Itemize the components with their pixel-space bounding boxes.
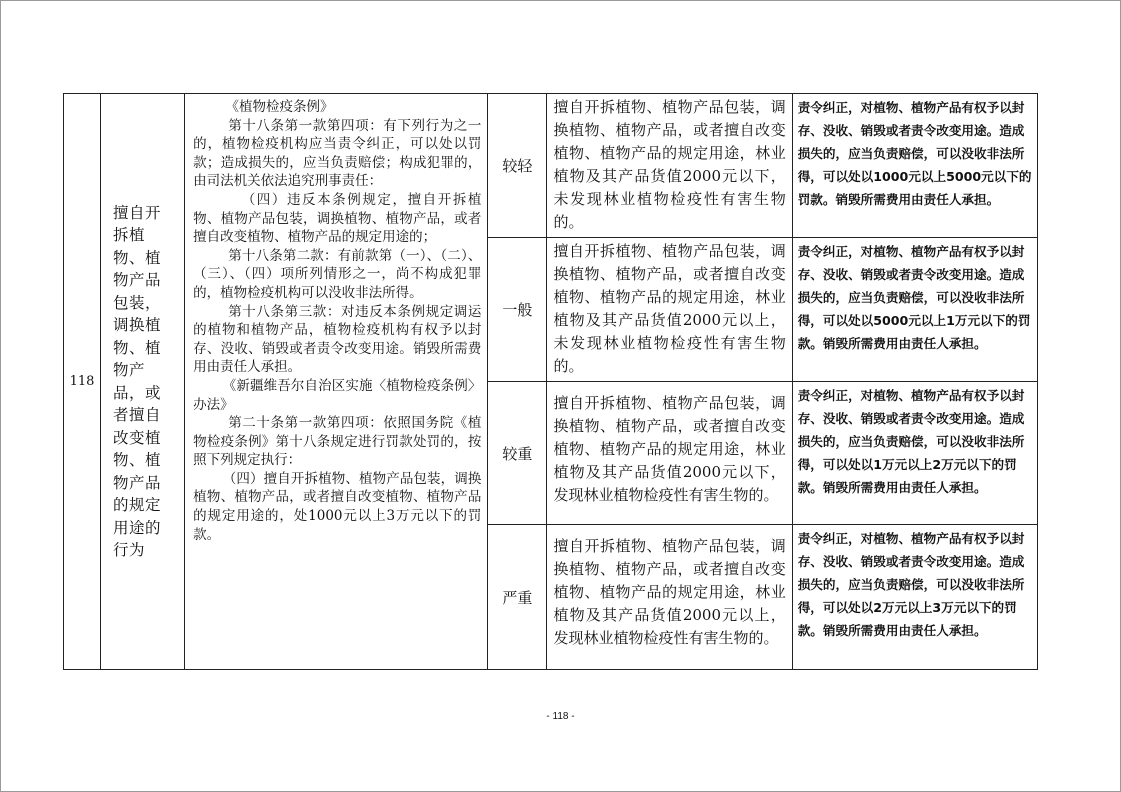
level-label: 较重 — [502, 444, 533, 463]
legal-basis — [185, 94, 487, 544]
penalty-standard-text: 责令纠正，对植物、植物产品有权予以封存、没收、销毁或者责令改变用途。造成损失的，应当负责赔偿，可以没收非法所得，可以处以1000元以上5000元以下的罚款。销毁所需费用由责任人承担。 — [797, 100, 1032, 207]
circumstance-text: 擅自开拆植物、植物产品包装，调换植物、植物产品，或者擅自改变植物、植物产品的规定用途，林业植物及其产品货值2000元以上，未发现林业植物检疫性有害生物的。 — [553, 242, 786, 375]
penalty-standard-table — [63, 93, 1038, 670]
basis-article-paragraph: 第十八条第二款：有前款第（一）、（二）、（三）、（四）项所列情形之一，尚不构成犯罪的，植物检疫机构可以没收非法所得。 — [193, 247, 482, 301]
penalty-standard-cell — [792, 382, 1037, 525]
basis-article-item: （四）擅自开拆植物、植物产品包装，调换植物、植物产品，或者擅自改变植物、植物产品的规定用途的，处1000元以上3万元以下的罚款。 — [193, 470, 482, 543]
legal-basis-cell — [185, 94, 488, 670]
page-number: - 118 - — [546, 711, 575, 722]
circumstance-cell — [547, 525, 792, 670]
penalty-standard-cell — [792, 94, 1037, 238]
penalty-standard-cell — [792, 525, 1037, 670]
violation-behavior: 擅自开拆植物、植物产品包装，调换植物、植物产品，或者擅自改变植物、植物产品的规定用途的行为 — [113, 203, 162, 559]
table-row — [64, 94, 1038, 238]
penalty-standard-text: 责令纠正，对植物、植物产品有权予以封存、没收、销毁或者责令改变用途。造成损失的，应当负责赔偿，可以没收非法所得，可以处以1万元以上2万元以下的罚款。销毁所需费用由责任人承担。 — [797, 388, 1025, 495]
violation-behavior-cell — [101, 94, 185, 670]
circumstance-cell — [547, 238, 792, 382]
level-cell — [488, 382, 547, 525]
basis-regulation-title: 《新疆维吾尔自治区实施〈植物检疫条例〉办法》 — [193, 377, 482, 413]
basis-article-paragraph: 第十八条第三款：对违反本条例规定调运的植物和植物产品，植物检疫机构有权予以封存、没收、销毁或者责令改变用途。销毁所需费用由责任人承担。 — [193, 303, 482, 376]
entry-number: 118 — [69, 374, 95, 389]
level-label: 严重 — [502, 588, 533, 607]
penalty-standard-cell — [792, 238, 1037, 382]
circumstance-text: 擅自开拆植物、植物产品包装，调换植物、植物产品，或者擅自改变植物、植物产品的规定用途，林业植物及其产品货值2000元以下，发现林业植物检疫性有害生物的。 — [553, 394, 786, 504]
level-cell — [488, 94, 547, 238]
circumstance-cell — [547, 382, 792, 525]
circumstance-cell — [547, 94, 792, 238]
circumstance-text: 擅自开拆植物、植物产品包装，调换植物、植物产品，或者擅自改变植物、植物产品的规定用途，林业植物及其产品货值2000元以下，未发现林业植物检疫性有害生物的。 — [553, 98, 786, 231]
level-label: 一般 — [502, 301, 533, 319]
level-label: 较轻 — [502, 157, 533, 175]
basis-article-paragraph: 第十八条第一款第四项：有下列行为之一的，植物检疫机构应当责令纠正，可以处以罚款；造成损失的，应当负责赔偿；构成犯罪的，由司法机关依法追究刑事责任： — [193, 117, 482, 190]
entry-number-cell — [64, 94, 101, 670]
level-cell — [488, 525, 547, 670]
basis-regulation-title: 《植物检疫条例》 — [225, 99, 334, 115]
penalty-standard-text: 责令纠正，对植物、植物产品有权予以封存、没收、销毁或者责令改变用途。造成损失的，应当负责赔偿，可以没收非法所得，可以处以2万元以上3万元以下的罚款。销毁所需费用由责任人承担。 — [797, 531, 1025, 638]
circumstance-text: 擅自开拆植物、植物产品包装，调换植物、植物产品，或者擅自改变植物、植物产品的规定用途，林业植物及其产品货值2000元以上，发现林业植物检疫性有害生物的。 — [553, 537, 786, 647]
level-cell — [488, 238, 547, 382]
basis-article-item: （四）违反本条例规定，擅自开拆植物、植物产品包装，调换植物、植物产品，或者擅自改变植物、植物产品的规定用途的； — [193, 191, 482, 246]
penalty-standard-text: 责令纠正，对植物、植物产品有权予以封存、没收、销毁或者责令改变用途。造成损失的，应当负责赔偿，可以没收非法所得，可以处以5000元以上1万元以下的罚款。销毁所需费用由责任人承担。 — [797, 244, 1031, 351]
basis-article-paragraph: 第二十条第一款第四项：依照国务院《植物检疫条例》第十八条规定进行罚款处罚的，按照下列规定执行： — [193, 415, 482, 469]
